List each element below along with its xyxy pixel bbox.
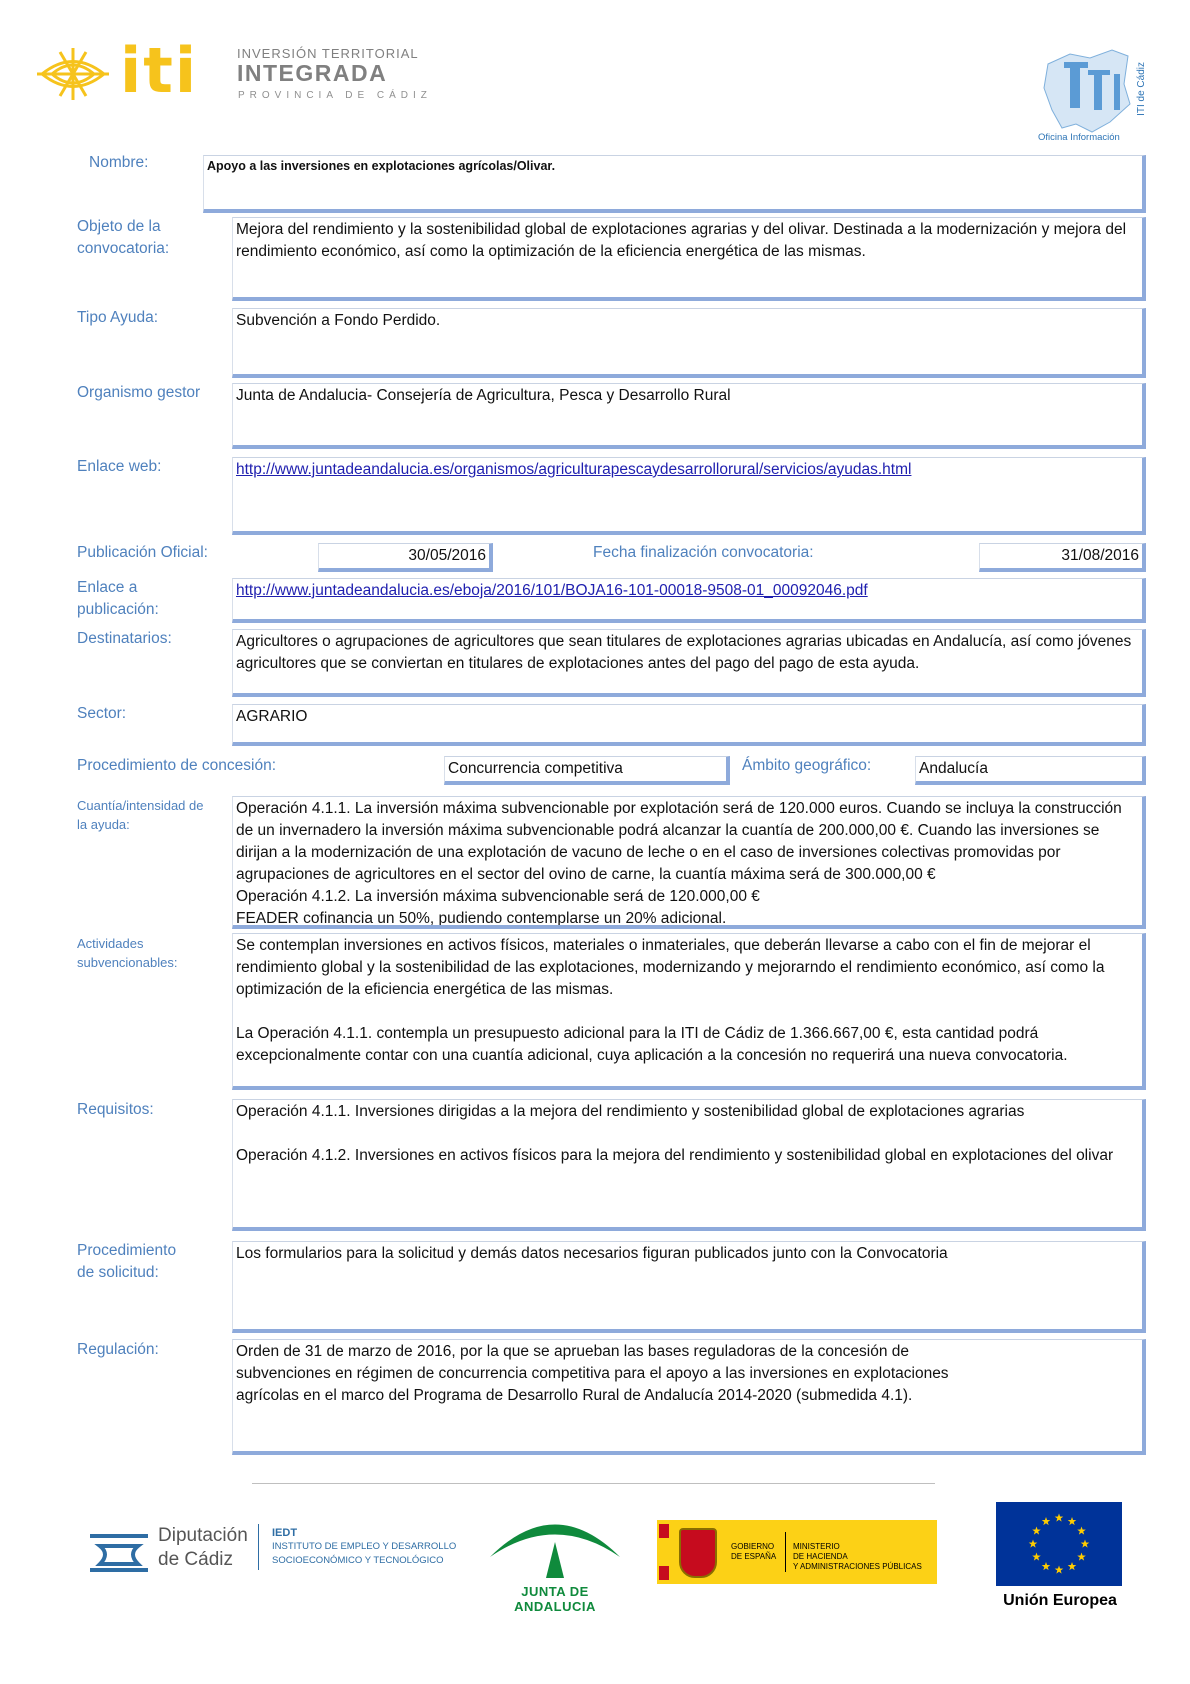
tipo-label: Tipo Ayuda:: [77, 309, 159, 326]
objeto-label: [77, 216, 169, 260]
enlace-pub-label-line2: publicación:: [77, 601, 159, 618]
diputacion-name: [158, 1524, 248, 1572]
iti-star-icon: [32, 44, 114, 104]
tipo-value: Subvención a Fondo Perdido.: [236, 312, 441, 329]
ue-name: Unión Europea: [1003, 1592, 1117, 1609]
spain-shield-icon: [679, 1528, 717, 1578]
requisitos-label: Requisitos:: [77, 1101, 154, 1118]
nombre-label: Nombre:: [89, 154, 149, 171]
regulacion-line: subvenciones en régimen de concurrencia competitiva para el apoyo a las inversiones en explotaciones: [236, 1365, 949, 1382]
enlace-field: [232, 457, 1146, 535]
ambito-value: Andalucía: [919, 760, 988, 777]
ambito-field: [915, 756, 1146, 785]
spain-flag-icon: [659, 1524, 669, 1580]
iti-logo: [32, 34, 212, 107]
gobierno-line2: DE ESPAÑA: [731, 1552, 777, 1561]
fecha-fin-field: [979, 543, 1146, 572]
sector-field: [232, 704, 1146, 746]
regulacion-label: Regulación:: [77, 1341, 159, 1358]
gobierno-logo: [657, 1520, 937, 1584]
nombre-value: Apoyo a las inversiones en explotaciones agrícolas/Olivar.: [207, 159, 556, 173]
cuantia-line: Operación 4.1.2. La inversión máxima subvencionable será de 120.000,00 €: [236, 888, 760, 905]
requisitos-paragraph: Operación 4.1.2. Inversiones en activos físicos para la mejora del rendimiento y sostenibilidad global en explotaciones del olivar: [236, 1147, 1114, 1164]
proc-solicitud-field: [232, 1241, 1146, 1333]
fecha-fin-label: Fecha finalización convocatoria:: [593, 544, 814, 561]
iedt-line2: SOCIOECONÓMICO Y TECNOLÓGICO: [272, 1555, 444, 1566]
objeto-field: [232, 217, 1146, 301]
brand-line1: INVERSIÓN TERRITORIAL: [237, 46, 419, 61]
actividades-field: [232, 933, 1146, 1090]
brand-line3: PROVINCIA DE CÁDIZ: [238, 90, 432, 101]
organismo-label: Organismo gestor: [77, 384, 201, 401]
ministerio-text: [793, 1542, 922, 1572]
iedt-line1: INSTITUTO DE EMPLEO Y DESARROLLO: [272, 1541, 457, 1552]
actividades-label-line1: Actividades: [77, 936, 144, 951]
procedimiento-value: Concurrencia competitiva: [448, 760, 623, 777]
eu-flag-icon: [996, 1502, 1122, 1586]
gobierno-text: [731, 1542, 776, 1562]
proc-solicitud-label-line2: de solicitud:: [77, 1264, 159, 1281]
organismo-value: Junta de Andalucia- Consejería de Agricultura, Pesca y Desarrollo Rural: [236, 387, 731, 404]
cuantia-label: [77, 796, 203, 834]
proc-solicitud-label-line1: Procedimiento: [77, 1242, 177, 1259]
enlace-pub-link[interactable]: http://www.juntadeandalucia.es/eboja/2016/101/BOJA16-101-00018-9508-01_00092046.pdf: [236, 582, 868, 599]
brand-line2: INTEGRADA: [237, 60, 388, 86]
diputacion-line1: Diputación: [158, 1525, 248, 1546]
iti-logo-text: iti: [120, 34, 199, 107]
junta-name: JUNTA DE ANDALUCIA: [514, 1584, 596, 1614]
actividades-label-line2: subvencionables:: [77, 955, 178, 970]
fecha-fin-value: 31/08/2016: [1061, 547, 1139, 564]
proc-solicitud-value: Los formularios para la solicitud y demás datos necesarios figuran publicados junto con la Convocatoria: [236, 1245, 948, 1262]
requisitos-paragraph: Operación 4.1.1. Inversiones dirigidas a la mejora del rendimiento y sostenibilidad global de explotaciones agrarias: [236, 1103, 1025, 1120]
ministerio-line3: Y ADMINISTRACIONES PÚBLICAS: [793, 1562, 922, 1571]
proc-solicitud-label: [77, 1240, 176, 1284]
enlace-link[interactable]: http://www.juntadeandalucia.es/organismos/agriculturapescaydesarrollorural/servicios/ayudas.html: [236, 461, 912, 478]
footer-divider: [252, 1483, 935, 1484]
ministerio-line1: MINISTERIO: [793, 1542, 840, 1551]
cadiz-map-icon: [1040, 44, 1140, 136]
iti-cadiz-vertical: ITI de Cádiz: [1136, 62, 1147, 116]
destinatarios-value: Agricultores o agrupaciones de agricultores que sean titulares de explotaciones agrarias ubicadas en Andalucía, así como jóvenes agricultores que se conviertan en titulares de explotaciones antes del pago del pago de esta ayuda.: [236, 633, 1132, 672]
tipo-field: [232, 308, 1146, 378]
iedt-title: IEDT: [272, 1527, 298, 1539]
ministerio-line2: DE HACIENDA: [793, 1552, 848, 1561]
oficina-caption: Oficina Información: [1038, 132, 1120, 143]
objeto-label-line1: Objeto de la: [77, 218, 161, 235]
enlace-pub-field: [232, 578, 1146, 623]
gobierno-divider: [785, 1532, 786, 1572]
regulacion-line: agrícolas en el marco del Programa de Desarrollo Rural de Andalucía 2014-2020 (submedida 4.1).: [236, 1387, 913, 1404]
organismo-field: [232, 383, 1146, 449]
ambito-label: Ámbito geográfico:: [742, 757, 872, 774]
cuantia-line: Operación 4.1.1. La inversión máxima subvencionable por explotación será de 120.000 euros. Cuando se incluya la construcción de un invernadero la inversión máxima subvencionable podrá alcanzar la cuantía de 200.000,00 €. Cuando las inversiones se dirijan a la modernización de una explotación de vacuno de leche o en el caso de inversiones colectivas promovidas por agrupaciones de agricultores en el sector del ovino de carne, la cuantía máxima será de 300.000,00 €: [236, 800, 1122, 883]
actividades-paragraph: Se contemplan inversiones en activos físicos, materiales o inmateriales, que deberán llevarse a cabo con el fin de mejorar el rendimiento global y la sostenibilidad de las explotaciones, modernizando y mejorarndo el rendimiento económico, así como la optimización de la eficiencia energética de las mismas.: [236, 937, 1105, 998]
actividades-label: [77, 934, 177, 972]
objeto-label-line2: convocatoria:: [77, 240, 170, 257]
cuantia-label-line1: Cuantía/intensidad de: [77, 798, 204, 813]
sector-label: Sector:: [77, 705, 127, 722]
actividades-paragraph: La Operación 4.1.1. contempla un presupuesto adicional para la ITI de Cádiz de 1.366.667,00 €, esta cantidad podrá excepcionalmente contar con una cuantía adicional, cuya aplicación a la concesión no requerirá una nueva convocatoria.: [236, 1025, 1068, 1064]
objeto-value: Mejora del rendimiento y la sostenibilidad global de explotaciones agrarias y del olivar. Destinada a la modernización y mejora del rendimiento económico, así como la optimización de la eficiencia energética de las mismas.: [236, 221, 1127, 260]
destinatarios-label: Destinatarios:: [77, 630, 172, 647]
regulacion-field: [232, 1339, 1146, 1455]
gobierno-line1: GOBIERNO: [731, 1542, 775, 1551]
nombre-field: [203, 155, 1146, 213]
enlace-pub-label-line1: Enlace a: [77, 579, 138, 596]
iedt-block: [272, 1526, 456, 1568]
footer-separator: [258, 1524, 259, 1570]
cuantia-label-line2: la ayuda:: [77, 817, 130, 832]
enlace-label: Enlace web:: [77, 458, 162, 475]
enlace-pub-label: [77, 577, 159, 621]
publicacion-label: Publicación Oficial:: [77, 544, 208, 561]
junta-andalucia-icon: [480, 1502, 630, 1582]
cuantia-line: FEADER cofinancia un 50%, pudiendo contemplarse un 20% adicional.: [236, 910, 727, 927]
requisitos-field: [232, 1099, 1146, 1231]
sector-value: AGRARIO: [236, 708, 308, 725]
diputacion-logo-icon: [86, 1530, 152, 1574]
cuantia-field: [232, 796, 1146, 929]
procedimiento-label: Procedimiento de concesión:: [77, 757, 277, 774]
procedimiento-field: [444, 756, 730, 785]
destinatarios-field: [232, 629, 1146, 697]
regulacion-line: Orden de 31 de marzo de 2016, por la que se aprueban las bases reguladoras de la concesión de: [236, 1343, 909, 1360]
iti-cadiz-logo: [1040, 44, 1150, 144]
publicacion-field: [318, 543, 493, 572]
diputacion-line2: de Cádiz: [158, 1549, 233, 1570]
publicacion-value: 30/05/2016: [408, 547, 486, 564]
